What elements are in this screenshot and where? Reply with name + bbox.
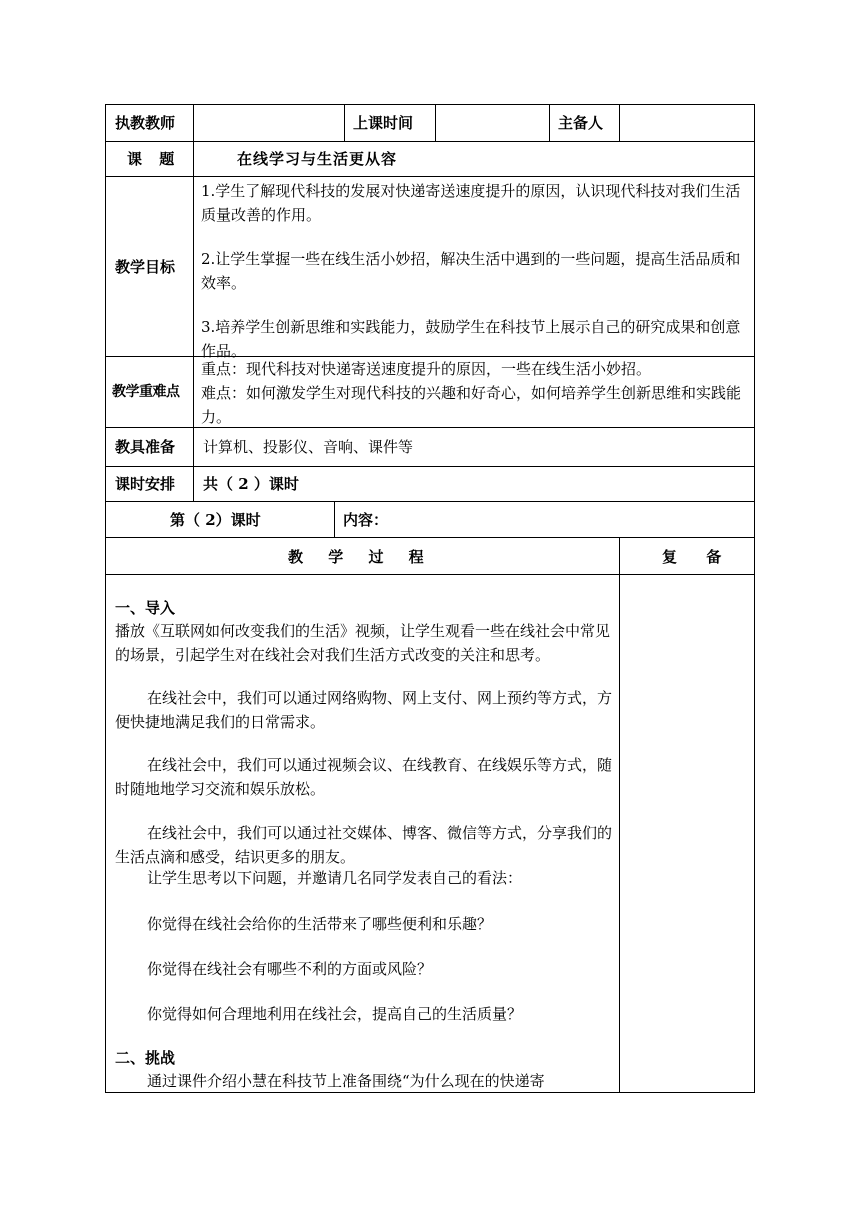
tools-label: 教具准备 <box>115 438 176 456</box>
difficult-point-text: 难点：如何激发学生对现代科技的兴趣和好奇心，如何培养学生创新思维和实践能力。 <box>201 384 742 426</box>
process-paragraph: 让学生思考以下问题，并邀请几名同学发表自己的看法： <box>147 869 523 887</box>
content-label: 内容： <box>343 511 389 529</box>
process-paragraph: 在线社会中，我们可以通过视频会议、在线教育、在线娱乐等方式，随时随地地学习交流和娱乐放松。 <box>115 756 613 798</box>
process-paragraph: 播放《互联网如何改变我们的生活》视频，让学生观看一些在线社会中常见的场景，引起学生对在线社会对我们生活方式改变的关注和思考。 <box>115 622 611 664</box>
process-paragraph: 通过课件介绍小慧在科技节上准备围绕“为什么现在的快递寄 <box>147 1072 545 1090</box>
rule <box>105 501 755 502</box>
objectives-label: 教学目标 <box>115 258 176 276</box>
key-points-label: 教学重难点 <box>112 384 180 400</box>
teacher-label: 执教教师 <box>115 114 176 132</box>
rule <box>193 104 194 501</box>
section-title: 二、挑战 <box>115 1049 176 1067</box>
question-item: 你觉得在线社会有哪些不利的方面或风险？ <box>147 960 433 978</box>
rule <box>619 537 620 1093</box>
review-header: 复 备 <box>662 548 734 566</box>
lesson-number: 第（ 2）课时 <box>170 511 261 529</box>
process-paragraph: 在线社会中，我们可以通过社交媒体、博客、微信等方式，分享我们的生活点滴和感受，结识更多的朋友。 <box>115 824 613 866</box>
objective-item: 2.让学生掌握一些在线生活小妙招，解决生活中遇到的一些问题，提高生活品质和效率。 <box>201 250 741 292</box>
rule <box>105 466 755 467</box>
rule <box>334 501 335 537</box>
rule <box>105 104 755 105</box>
schedule-label: 课时安排 <box>115 475 176 493</box>
rule <box>435 104 436 141</box>
rule <box>105 104 106 1093</box>
topic-value: 在线学习与生活更从容 <box>237 150 398 168</box>
rule <box>105 574 755 575</box>
rule <box>549 104 550 141</box>
process-header: 教 学 过 程 <box>288 548 434 566</box>
preparer-label: 主备人 <box>558 114 604 132</box>
question-item: 你觉得在线社会给你的生活带来了哪些便利和乐趣？ <box>147 915 493 933</box>
key-point-text: 重点：现代科技对快递寄送速度提升的原因，一些在线生活小妙招。 <box>201 360 652 378</box>
objective-item: 1.学生了解现代科技的发展对快递寄送速度提升的原因，认识现代科技对我们生活质量改善的作用。 <box>201 182 741 224</box>
class-time-label: 上课时间 <box>353 114 414 132</box>
rule <box>344 104 345 141</box>
section-title: 一、导入 <box>115 599 176 617</box>
process-paragraph: 在线社会中，我们可以通过网络购物、网上支付、网上预约等方式，方便快捷地满足我们的日常需求。 <box>115 689 613 731</box>
tools-value: 计算机、投影仪、音响、课件等 <box>203 438 414 456</box>
rule <box>105 537 755 538</box>
objective-item: 3.培养学生创新思维和实践能力，鼓励学生在科技节上展示自己的研究成果和创意作品。 <box>201 318 741 360</box>
topic-label: 课 题 <box>127 150 181 168</box>
rule <box>105 176 755 177</box>
question-item: 你觉得如何合理地利用在线社会，提高自己的生活质量？ <box>147 1005 523 1023</box>
rule <box>105 141 755 142</box>
schedule-value: 共（ 2 ）课时 <box>203 475 299 493</box>
rule <box>619 104 620 141</box>
rule <box>754 104 755 1093</box>
